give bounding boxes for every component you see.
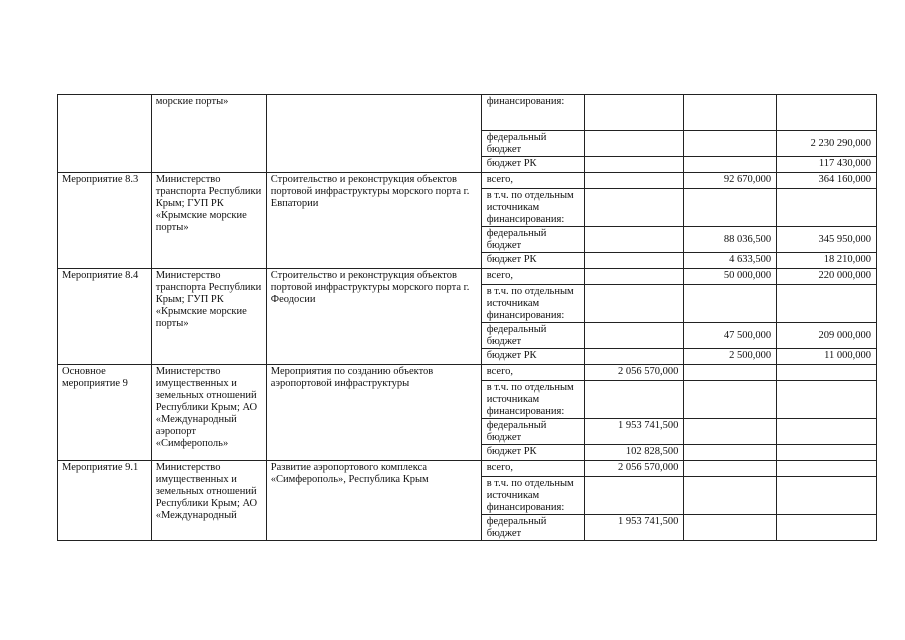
value-cell: 18 210,000 — [777, 253, 877, 269]
value-cell: 1 953 741,500 — [584, 515, 684, 541]
value-cell: 2 230 290,000 — [777, 131, 877, 157]
value-cell: 117 430,000 — [777, 157, 877, 173]
description-cell: Развитие аэропортового комплекса «Симферополь», Республика Крым — [266, 461, 481, 541]
value-cell — [684, 131, 777, 157]
financing-table — [57, 94, 877, 541]
source-cell: в т.ч. по отдельным источникам финансирования: — [481, 189, 584, 227]
value-cell — [684, 365, 777, 381]
executor-cell: морские порты» — [151, 95, 266, 173]
table-row — [58, 461, 877, 477]
value-cell — [777, 95, 877, 131]
measure-cell — [58, 95, 152, 173]
value-cell — [584, 269, 684, 285]
measure-cell: Мероприятие 9.1 — [58, 461, 152, 541]
value-cell: 2 056 570,000 — [584, 461, 684, 477]
source-cell: финансирования: — [481, 95, 584, 131]
value-cell: 102 828,500 — [584, 445, 684, 461]
value-cell: 345 950,000 — [777, 227, 877, 253]
value-cell — [684, 157, 777, 173]
value-cell — [684, 285, 777, 323]
value-cell: 220 000,000 — [777, 269, 877, 285]
source-cell: в т.ч. по отдельным источникам финансирования: — [481, 285, 584, 323]
executor-cell: Министерство транспорта Республики Крым; ГУП РК «Крымские морские порты» — [151, 269, 266, 365]
value-cell — [777, 419, 877, 445]
value-cell — [684, 445, 777, 461]
value-cell — [584, 173, 684, 189]
executor-cell: Министерство имущественных и земельных отношений Республики Крым; АО «Международный — [151, 461, 266, 541]
value-cell — [584, 323, 684, 349]
value-cell — [684, 515, 777, 541]
value-cell — [684, 461, 777, 477]
value-cell: 2 056 570,000 — [584, 365, 684, 381]
value-cell — [777, 477, 877, 515]
value-cell: 1 953 741,500 — [584, 419, 684, 445]
description-cell: Мероприятия по созданию объектов аэропортовой инфраструктуры — [266, 365, 481, 461]
executor-cell: Министерство имущественных и земельных отношений Республики Крым; АО «Международный аэропорт «Симферополь» — [151, 365, 266, 461]
value-cell — [584, 253, 684, 269]
source-cell: бюджет РК — [481, 349, 584, 365]
value-cell — [684, 381, 777, 419]
table-row — [58, 365, 877, 381]
source-cell: всего, — [481, 269, 584, 285]
source-cell: всего, — [481, 173, 584, 189]
source-cell: федеральный бюджет — [481, 131, 584, 157]
value-cell: 47 500,000 — [684, 323, 777, 349]
value-cell: 4 633,500 — [684, 253, 777, 269]
value-cell — [777, 445, 877, 461]
value-cell — [584, 381, 684, 419]
value-cell — [584, 477, 684, 515]
value-cell — [777, 365, 877, 381]
source-cell: в т.ч. по отдельным источникам финансирования: — [481, 381, 584, 419]
source-cell: бюджет РК — [481, 157, 584, 173]
source-cell: бюджет РК — [481, 445, 584, 461]
value-cell — [777, 515, 877, 541]
value-cell — [584, 285, 684, 323]
executor-cell: Министерство транспорта Республики Крым; ГУП РК «Крымские морские порты» — [151, 173, 266, 269]
value-cell: 209 000,000 — [777, 323, 877, 349]
source-cell: всего, — [481, 461, 584, 477]
measure-cell: Основное мероприятие 9 — [58, 365, 152, 461]
value-cell — [684, 95, 777, 131]
value-cell: 88 036,500 — [684, 227, 777, 253]
value-cell: 50 000,000 — [684, 269, 777, 285]
source-cell: федеральный бюджет — [481, 323, 584, 349]
table-row — [58, 269, 877, 285]
value-cell: 364 160,000 — [777, 173, 877, 189]
source-cell: в т.ч. по отдельным источникам финансирования: — [481, 477, 584, 515]
source-cell: федеральный бюджет — [481, 419, 584, 445]
value-cell — [777, 381, 877, 419]
measure-cell: Мероприятие 8.3 — [58, 173, 152, 269]
table-row — [58, 173, 877, 189]
value-cell — [777, 189, 877, 227]
value-cell: 2 500,000 — [684, 349, 777, 365]
value-cell — [777, 461, 877, 477]
source-cell: федеральный бюджет — [481, 227, 584, 253]
value-cell — [584, 157, 684, 173]
value-cell — [584, 95, 684, 131]
description-cell — [266, 95, 481, 173]
source-cell: бюджет РК — [481, 253, 584, 269]
value-cell — [584, 349, 684, 365]
measure-cell: Мероприятие 8.4 — [58, 269, 152, 365]
value-cell — [684, 419, 777, 445]
value-cell — [584, 227, 684, 253]
description-cell: Строительство и реконструкция объектов портовой инфраструктуры морского порта г. Феодосии — [266, 269, 481, 365]
table-row — [58, 95, 877, 131]
value-cell — [584, 131, 684, 157]
value-cell — [584, 189, 684, 227]
value-cell — [777, 285, 877, 323]
source-cell: всего, — [481, 365, 584, 381]
value-cell — [684, 189, 777, 227]
value-cell: 11 000,000 — [777, 349, 877, 365]
description-cell: Строительство и реконструкция объектов портовой инфраструктуры морского порта г. Евпатории — [266, 173, 481, 269]
source-cell: федеральный бюджет — [481, 515, 584, 541]
value-cell: 92 670,000 — [684, 173, 777, 189]
value-cell — [684, 477, 777, 515]
